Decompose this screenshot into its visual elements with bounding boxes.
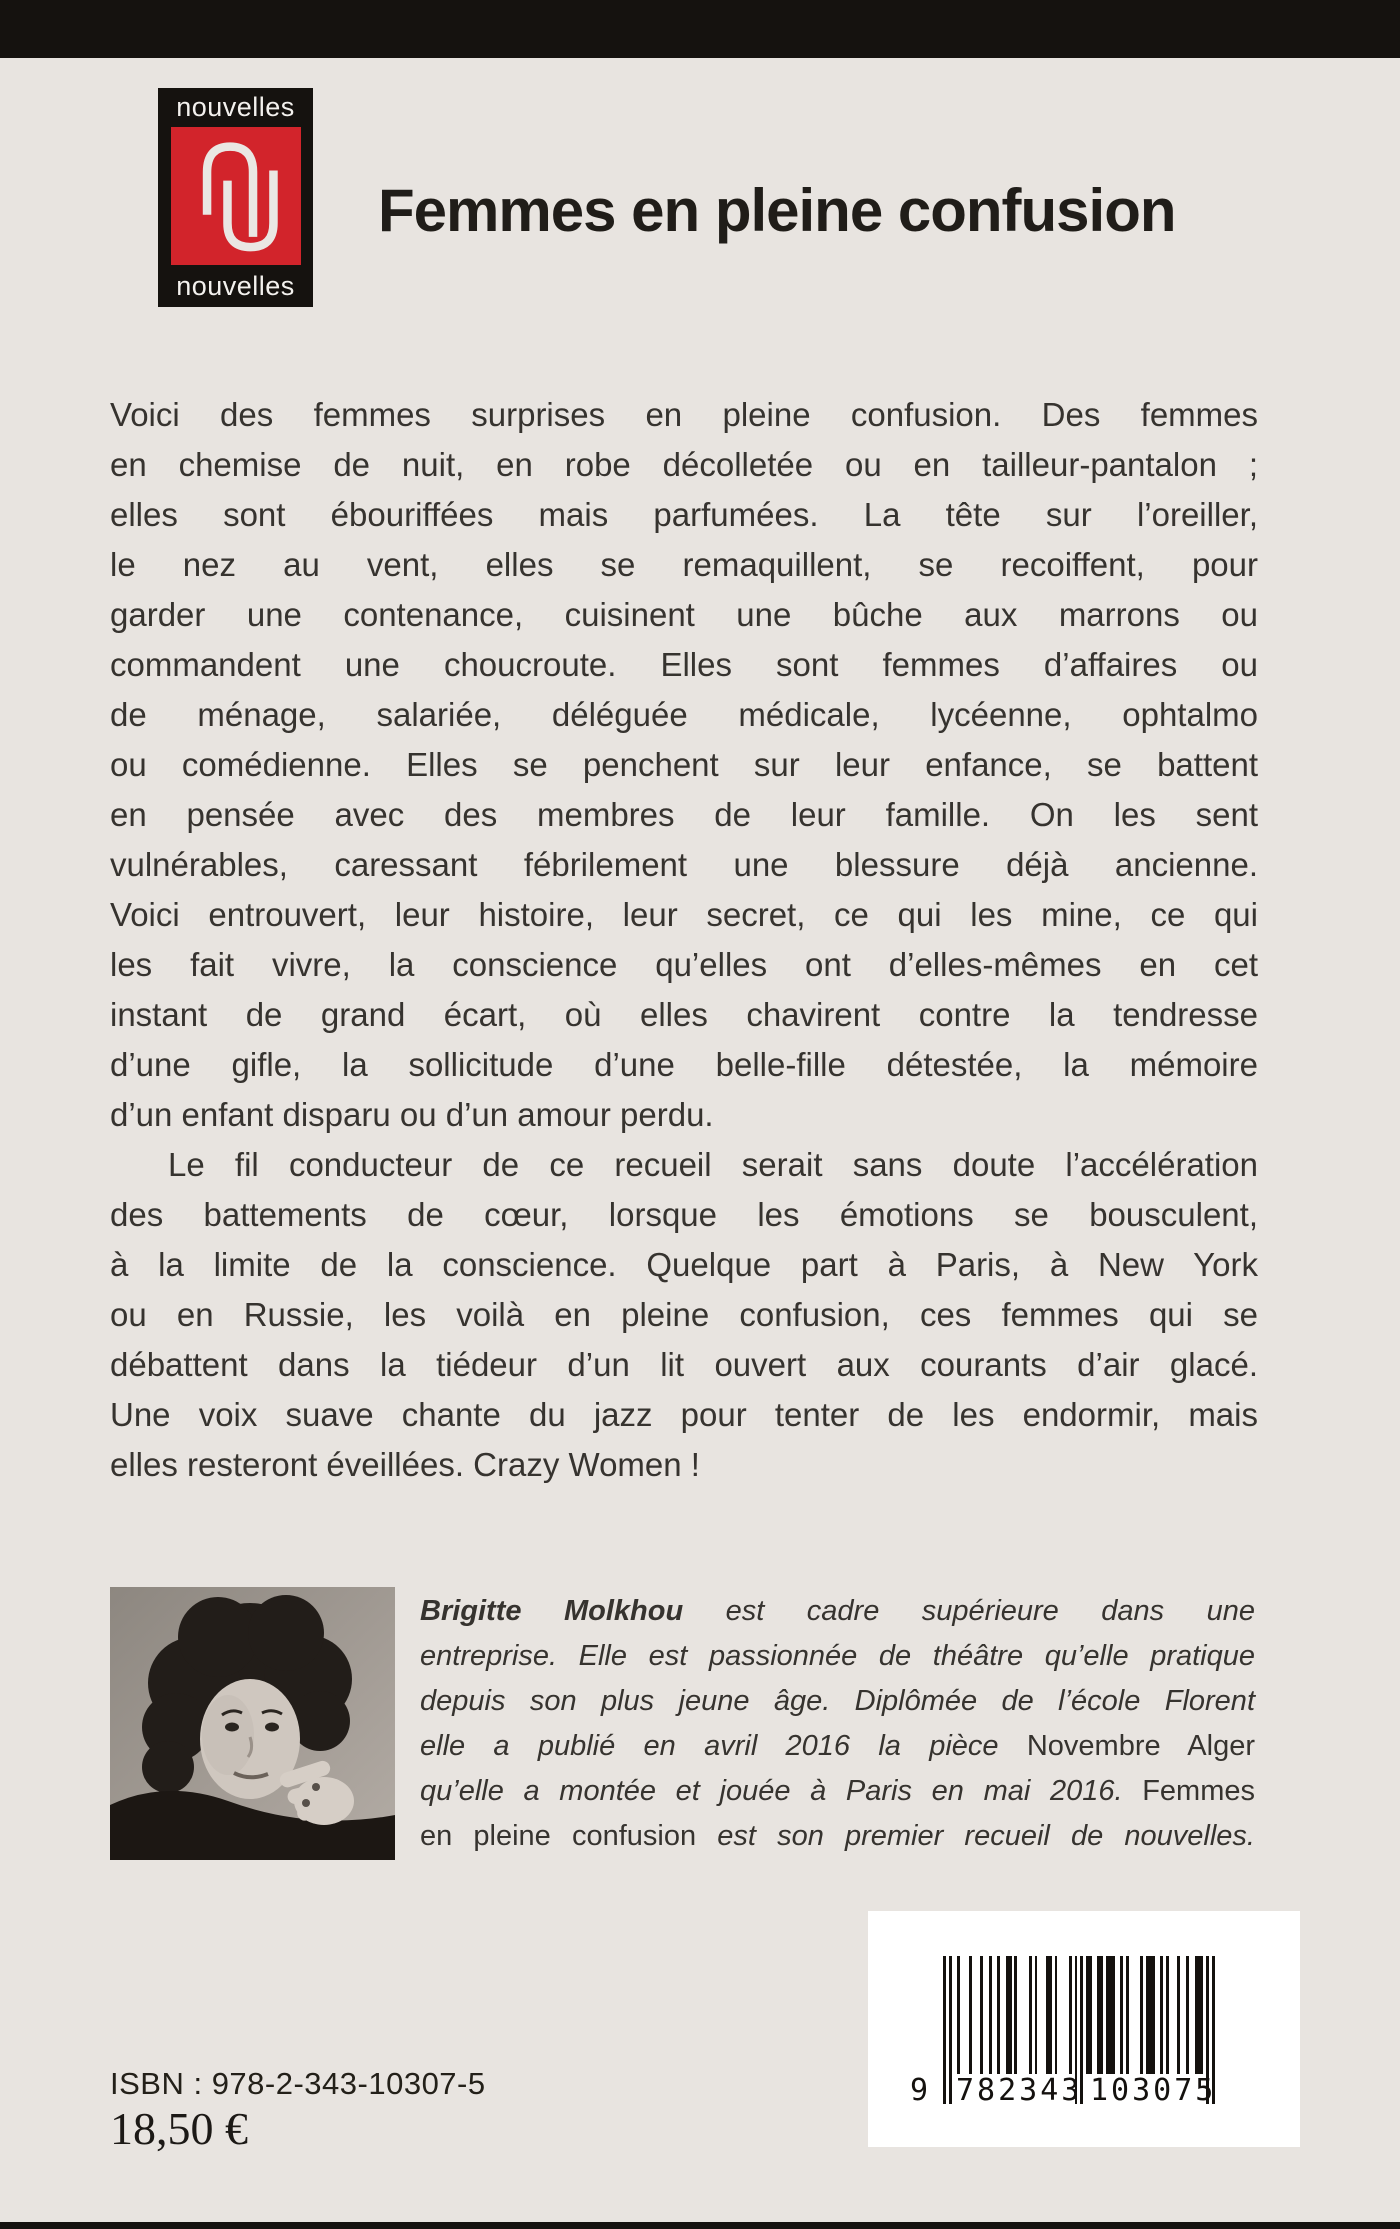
text-line: Brigitte Molkhou est cadre supérieure dans une <box>420 1595 1256 1627</box>
logo-bottom-label: nouvelles <box>176 271 295 301</box>
barcode-digits-right: 103075 <box>1090 2073 1217 2108</box>
text-line: le nez au vent, elles se remaquillent, se recoiffent, pour <box>110 546 1258 583</box>
text-line: Une voix suave chante du jazz pour tenter de les endormir, mais <box>110 1396 1258 1433</box>
text-line: à la limite de la conscience. Quelque part à Paris, à New York <box>110 1246 1258 1283</box>
text-line: depuis son plus jeune âge. Diplômée de l’école Florent <box>420 1685 1255 1717</box>
text-line: en pensée avec des membres de leur famille. On les sent <box>110 796 1258 833</box>
text-line: Voici entrouvert, leur histoire, leur secret, ce qui les mine, ce qui <box>110 896 1258 933</box>
text-line: d’un enfant disparu ou d’un amour perdu. <box>110 1096 714 1133</box>
text-line: instant de grand écart, où elles chavirent contre la tendresse <box>110 996 1258 1033</box>
bottom-trim-bar <box>0 2222 1400 2229</box>
barcode-panel <box>868 1911 1300 2147</box>
text-line: les fait vivre, la conscience qu’elles ont d’elles-mêmes en cet <box>110 946 1258 983</box>
nu-monogram-icon <box>180 133 292 259</box>
text-line: de ménage, salariée, déléguée médicale, lycéenne, ophtalmo <box>110 696 1258 733</box>
text-line: Voici des femmes surprises en pleine confusion. Des femmes <box>110 396 1258 433</box>
barcode-digit-first: 9 <box>910 2073 929 2108</box>
isbn-text: ISBN : 978-2-343-10307-5 <box>110 2066 486 2101</box>
author-photo <box>110 1587 395 1860</box>
logo-red-box <box>171 127 301 265</box>
book-description <box>110 390 1258 1490</box>
text-line: elle a publié en avril 2016 la pièce Novembre Alger <box>420 1730 1256 1762</box>
text-line: en pleine confusion est son premier recueil de nouvelles. <box>420 1820 1255 1852</box>
barcode-digits-left: 782343 <box>956 2073 1083 2108</box>
text-line: elles sont ébouriffées mais parfumées. La tête sur l’oreiller, <box>110 496 1258 533</box>
publisher-logo <box>158 88 313 307</box>
top-trim-bar <box>0 0 1400 58</box>
text-line: ou en Russie, les voilà en pleine confusion, ces femmes qui se <box>110 1296 1258 1333</box>
author-bio <box>420 1589 1255 1859</box>
text-line: commandent une choucroute. Elles sont femmes d’affaires ou <box>110 646 1258 683</box>
description-paragraph-2 <box>110 1140 1258 1490</box>
text-line: des battements de cœur, lorsque les émotions se bousculent, <box>110 1196 1258 1233</box>
text-line: qu’elle a montée et jouée à Paris en mai 2016. Femmes <box>420 1775 1255 1807</box>
text-line: elles resteront éveillées. Crazy Women ! <box>110 1446 700 1483</box>
logo-top-label: nouvelles <box>176 92 295 122</box>
text-line: entreprise. Elle est passionnée de théâtre qu’elle pratique <box>420 1640 1255 1672</box>
text-line: garder une contenance, cuisinent une bûche aux marrons ou <box>110 596 1258 633</box>
text-line: d’une gifle, la sollicitude d’une belle-fille détestée, la mémoire <box>110 1046 1258 1083</box>
text-line: Le fil conducteur de ce recueil serait sans doute l’accélération <box>168 1146 1258 1183</box>
text-line: ou comédienne. Elles se penchent sur leur enfance, se battent <box>110 746 1258 783</box>
book-title: Femmes en pleine confusion <box>378 177 1176 244</box>
text-line: vulnérables, caressant fébrilement une blessure déjà ancienne. <box>110 846 1258 883</box>
price-text: 18,50 € <box>110 2103 248 2154</box>
description-paragraph-1 <box>110 390 1258 1140</box>
text-line: en chemise de nuit, en robe décolletée ou en tailleur-pantalon ; <box>110 446 1258 483</box>
text-line: débattent dans la tiédeur d’un lit ouvert aux courants d’air glacé. <box>110 1346 1258 1383</box>
